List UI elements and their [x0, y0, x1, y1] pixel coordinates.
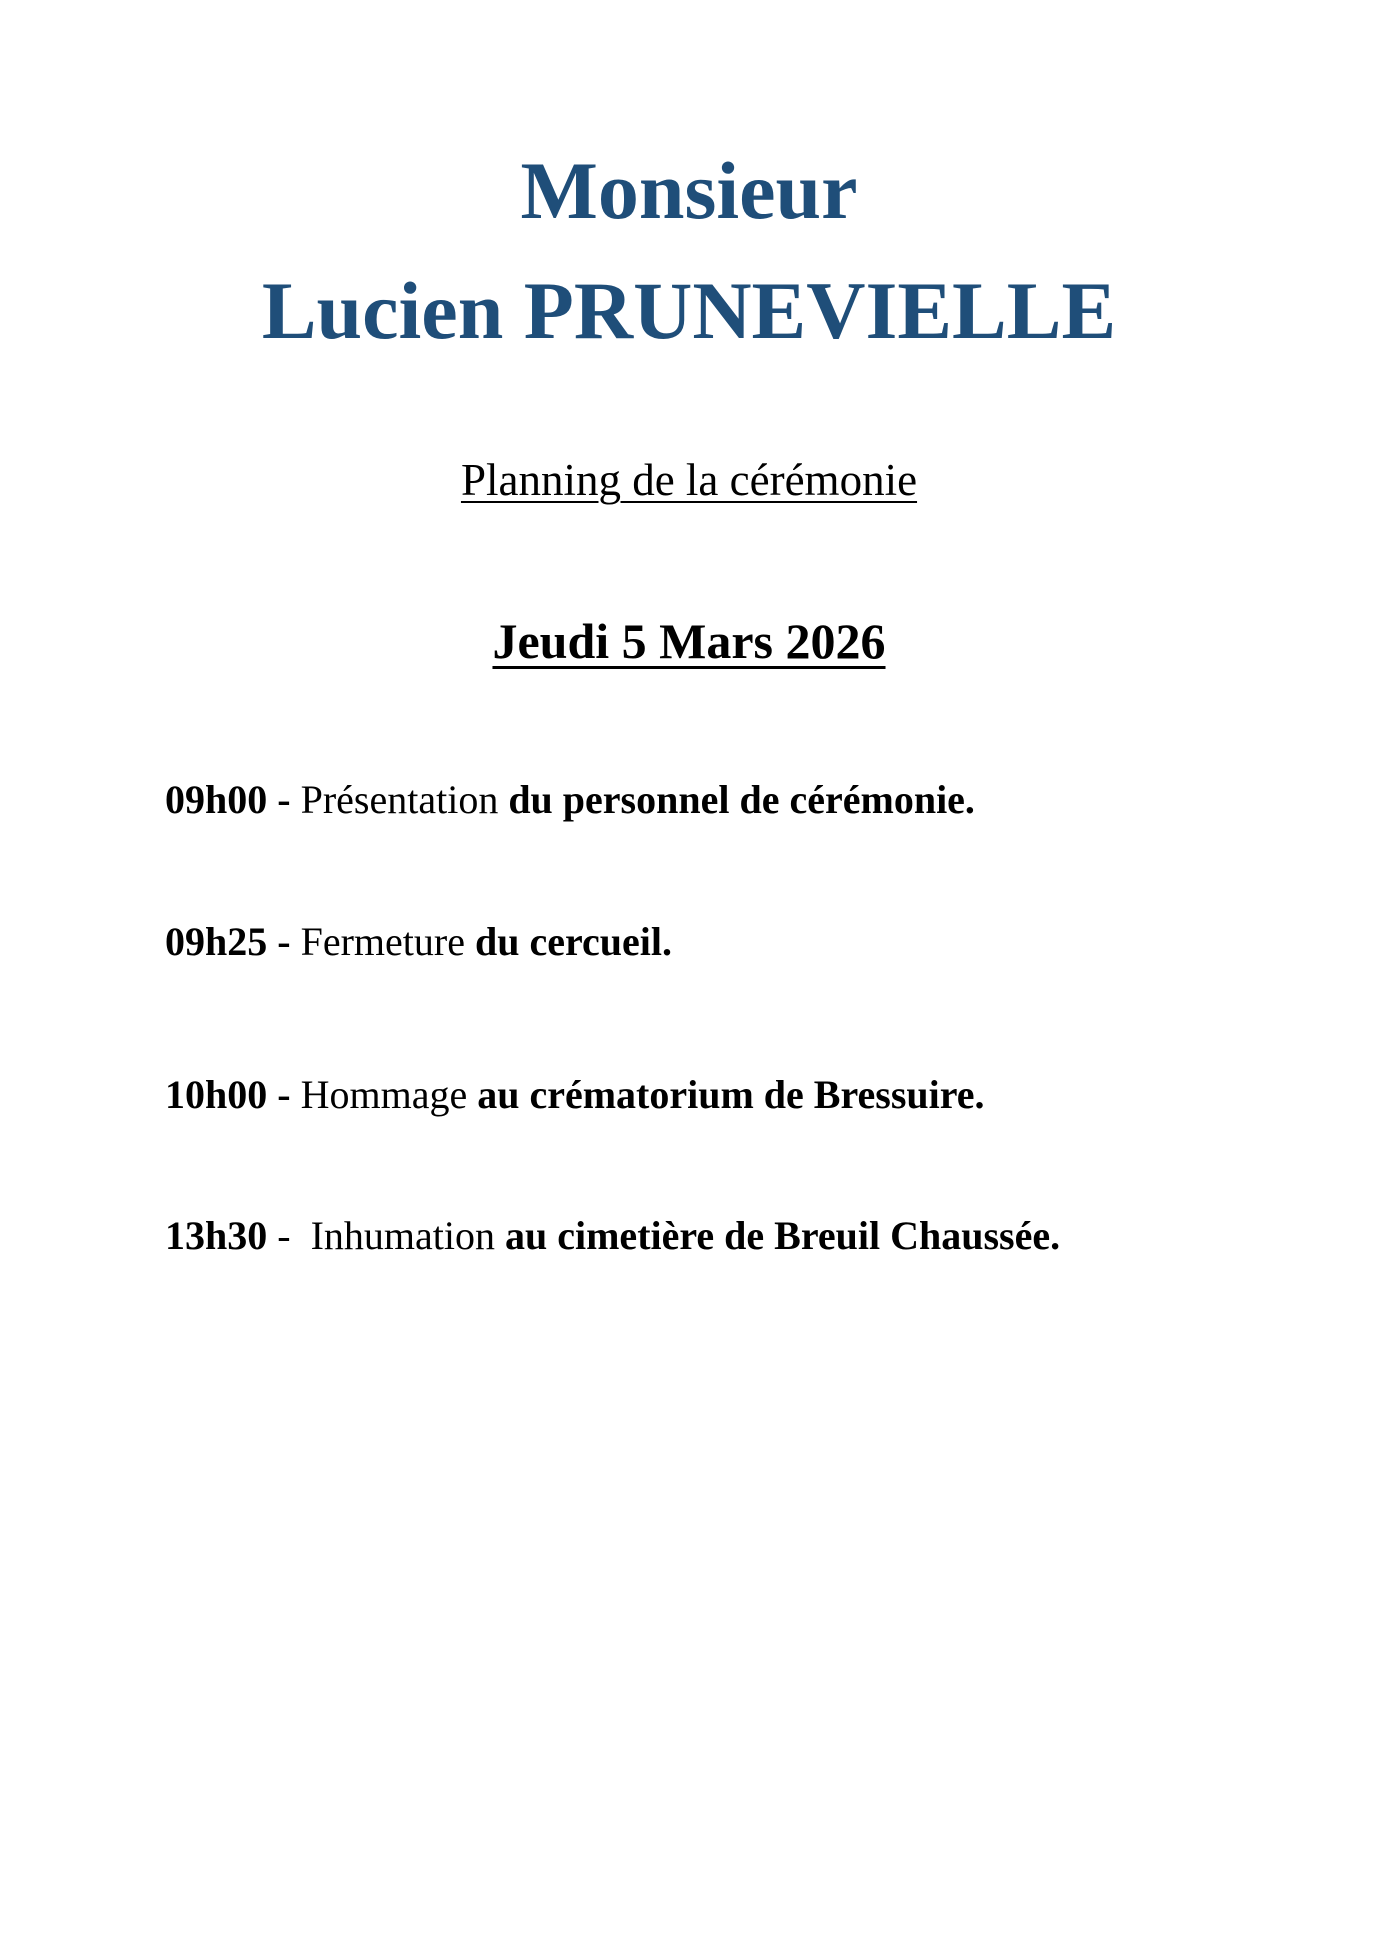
schedule-activity: Inhumation	[310, 1213, 495, 1258]
schedule-separator: -	[267, 919, 301, 964]
schedule-separator: -	[267, 1213, 311, 1258]
schedule-activity: Fermeture	[300, 919, 465, 964]
schedule-separator: -	[267, 777, 301, 822]
schedule-detail: du cercueil.	[464, 919, 672, 964]
schedule-item	[165, 919, 672, 964]
honorific-title: Monsieur	[520, 145, 858, 236]
schedule-time: 13h30	[165, 1213, 268, 1258]
schedule-item	[165, 1213, 1061, 1258]
schedule-time: 10h00	[165, 1072, 268, 1117]
schedule-item	[165, 1072, 985, 1117]
deceased-name: Lucien PRUNEVIELLE	[261, 265, 1117, 356]
schedule-time: 09h25	[165, 919, 268, 964]
schedule-activity: Présentation	[300, 777, 499, 822]
schedule-detail: du personnel de cérémonie.	[498, 777, 975, 822]
schedule-separator: -	[267, 1072, 301, 1117]
schedule-detail: au cimetière de Breuil Chaussée.	[495, 1213, 1061, 1258]
ceremony-planning-heading: Planning de la cérémonie	[460, 455, 918, 505]
schedule-time: 09h00	[165, 777, 268, 822]
schedule-detail: au crématorium de Bressuire.	[467, 1072, 985, 1117]
ceremony-date: Jeudi 5 Mars 2026	[492, 613, 886, 669]
schedule-activity: Hommage	[300, 1072, 468, 1117]
schedule-item	[165, 777, 975, 822]
